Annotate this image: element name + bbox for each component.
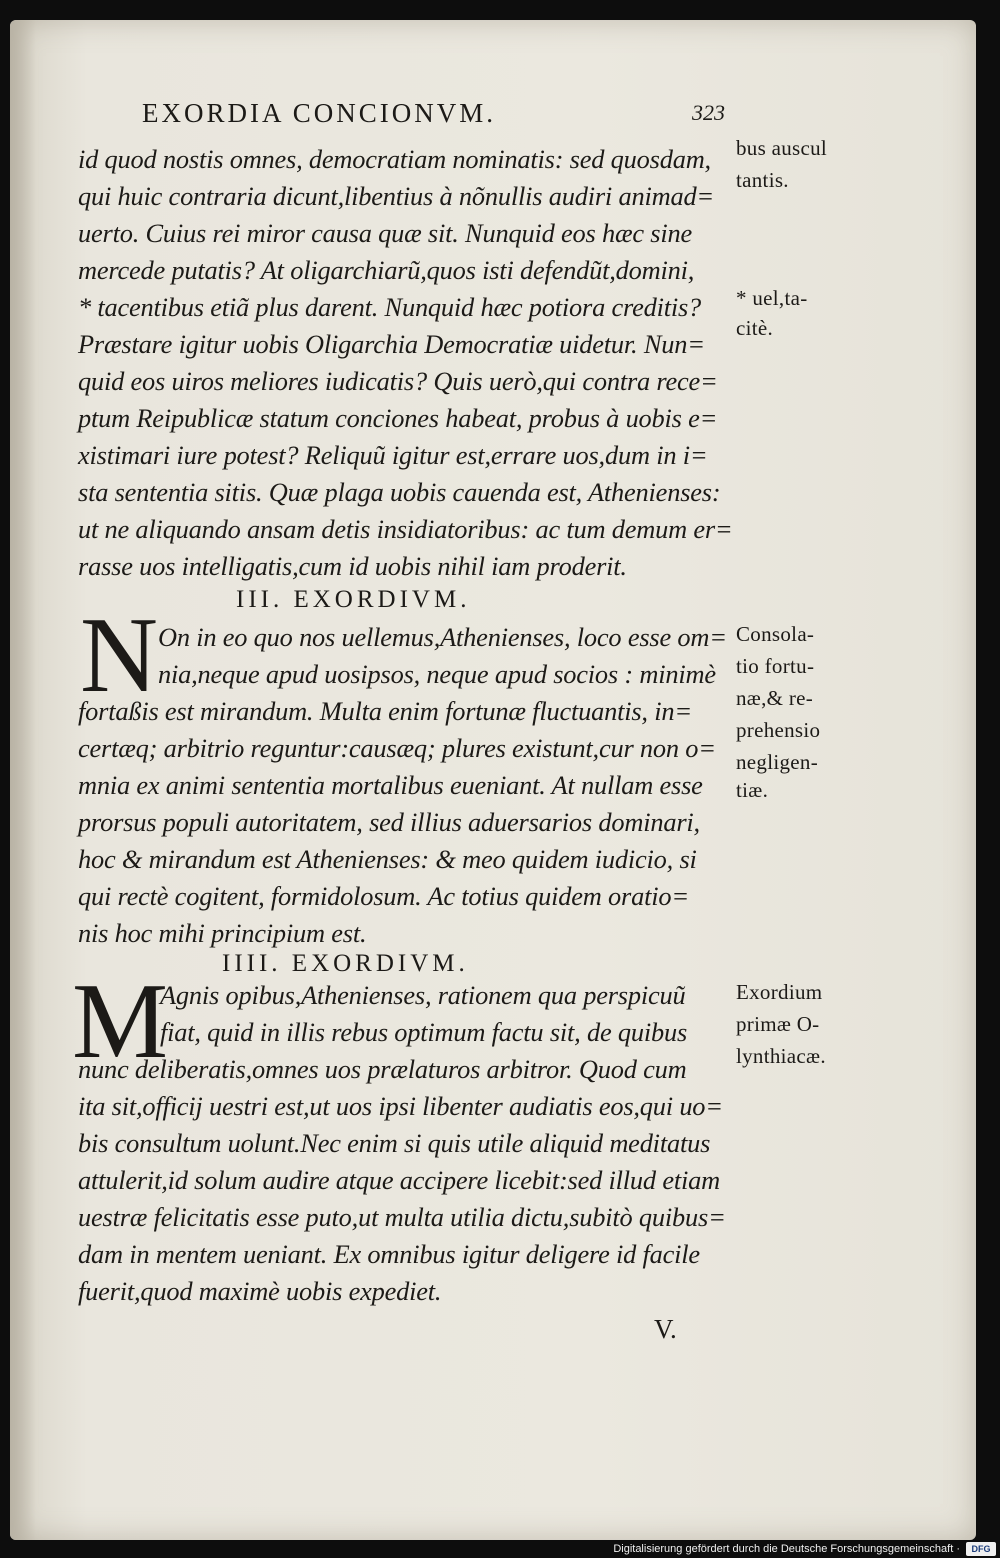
text-line: certæq; arbitrio reguntur:causæq; plures existunt,cur non o= xyxy=(78,733,716,763)
digitization-credit: Digitalisierung gefördert durch die Deutsche Forschungsgemeinschaft · xyxy=(613,1543,960,1555)
text-line: xistimari iure potest? Reliquũ igitur est,errare uos,dum in i= xyxy=(78,440,708,470)
marginal-note: tantis. xyxy=(736,168,789,192)
text-line: ita sit,officij uestri est,ut uos ipsi libenter audiatis eos,qui uo= xyxy=(78,1091,723,1121)
text-line: nunc deliberatis,omnes uos prælaturos arbitror. Quod cum xyxy=(78,1054,687,1084)
catchword: V. xyxy=(654,1314,677,1344)
text-line: * tacentibus etiã plus darent. Nunquid hæc potiora creditis? xyxy=(78,292,702,322)
text-line: sta sententia sitis. Quæ plaga uobis cauenda est, Athenienses: xyxy=(78,477,721,507)
marginal-note: bus auscul xyxy=(736,136,828,160)
page-number: 323 xyxy=(692,100,725,125)
text-line: mnia ex animi sententia mortalibus eueniant. At nullam esse xyxy=(78,770,703,800)
marginal-note: næ,& re- xyxy=(736,686,814,710)
marginal-note: tio fortu- xyxy=(736,654,815,678)
marginal-note: tiæ. xyxy=(736,778,769,802)
marginal-note: citè. xyxy=(736,316,774,340)
text-line: fuerit,quod maximè uobis expediet. xyxy=(78,1276,442,1306)
marginal-note: Consola- xyxy=(736,622,815,646)
text-line: fortaßis est mirandum. Multa enim fortunæ fluctuantis, in= xyxy=(78,696,692,726)
marginal-note: lynthiacæ. xyxy=(736,1044,826,1068)
text-line: bis consultum uolunt.Nec enim si quis utile aliquid meditatus xyxy=(78,1128,711,1158)
marginal-note: primæ O- xyxy=(736,1012,820,1036)
text-line: uestræ felicitatis esse puto,ut multa utilia dictu,subitò quibus= xyxy=(78,1202,726,1232)
text-line: qui huic contraria dicunt,libentius à nõnullis audiri animad= xyxy=(78,181,715,211)
marginal-note: Exordium xyxy=(736,980,823,1004)
text-line: rasse uos intelligatis,cum id uobis nihil iam proderit. xyxy=(78,551,627,581)
text-line: uerto. Cuius rei miror causa quæ sit. Nunquid eos hæc sine xyxy=(78,218,692,248)
text-line: Agnis opibus,Athenienses, rationem qua perspicuũ xyxy=(160,980,686,1010)
text-line: fiat, quid in illis rebus optimum factu sit, de quibus xyxy=(160,1017,688,1047)
drop-capital: N xyxy=(80,596,158,715)
drop-capital: M xyxy=(72,962,169,1081)
text-line: dam in mentem ueniant. Ex omnibus igitur deligere id facile xyxy=(78,1239,700,1269)
text-line: attulerit,id solum audire atque accipere licebit:sed illud etiam xyxy=(78,1165,720,1195)
marginal-note: negligen- xyxy=(736,750,819,774)
text-line: Præstare igitur uobis Oligarchia Democratiæ uidetur. Nun= xyxy=(78,329,705,359)
marginal-note: * uel,ta- xyxy=(736,286,808,310)
section-heading: IIII. EXORDIVM. xyxy=(222,950,469,977)
page-gutter-shadow xyxy=(10,20,36,1540)
text-line: hoc & mirandum est Athenienses: & meo quidem iudicio, si xyxy=(78,844,697,874)
text-line: qui rectè cogitent, formidolosum. Ac totius quidem oratio= xyxy=(78,881,689,911)
text-line: id quod nostis omnes, democratiam nominatis: sed quosdam, xyxy=(78,144,711,174)
text-line: On in eo quo nos uellemus,Athenienses, loco esse om= xyxy=(158,622,727,652)
text-line: mercede putatis? At oligarchiarũ,quos isti defendũt,domini, xyxy=(78,255,695,285)
marginal-note: prehensio xyxy=(736,718,821,742)
text-line: quid eos uiros meliores iudicatis? Quis uerò,qui contra rece= xyxy=(78,366,718,396)
section-heading: III. EXORDIVM. xyxy=(236,586,471,613)
book-page xyxy=(10,20,976,1540)
text-line: ptum Reipublicæ statum conciones habeat, probus à uobis e= xyxy=(78,403,718,433)
text-line: nia,neque apud uosipsos, neque apud socios : minimè xyxy=(158,659,716,689)
text-line: ut ne aliquando ansam detis insidiatoribus: ac tum demum er= xyxy=(78,514,733,544)
text-line: prorsus populi autoritatem, sed illius aduersarios dominari, xyxy=(78,807,700,837)
text-line: nis hoc mihi principium est. xyxy=(78,918,367,948)
running-head: EXORDIA CONCIONVM. xyxy=(142,98,497,128)
dfg-logo: DFG xyxy=(966,1542,996,1556)
